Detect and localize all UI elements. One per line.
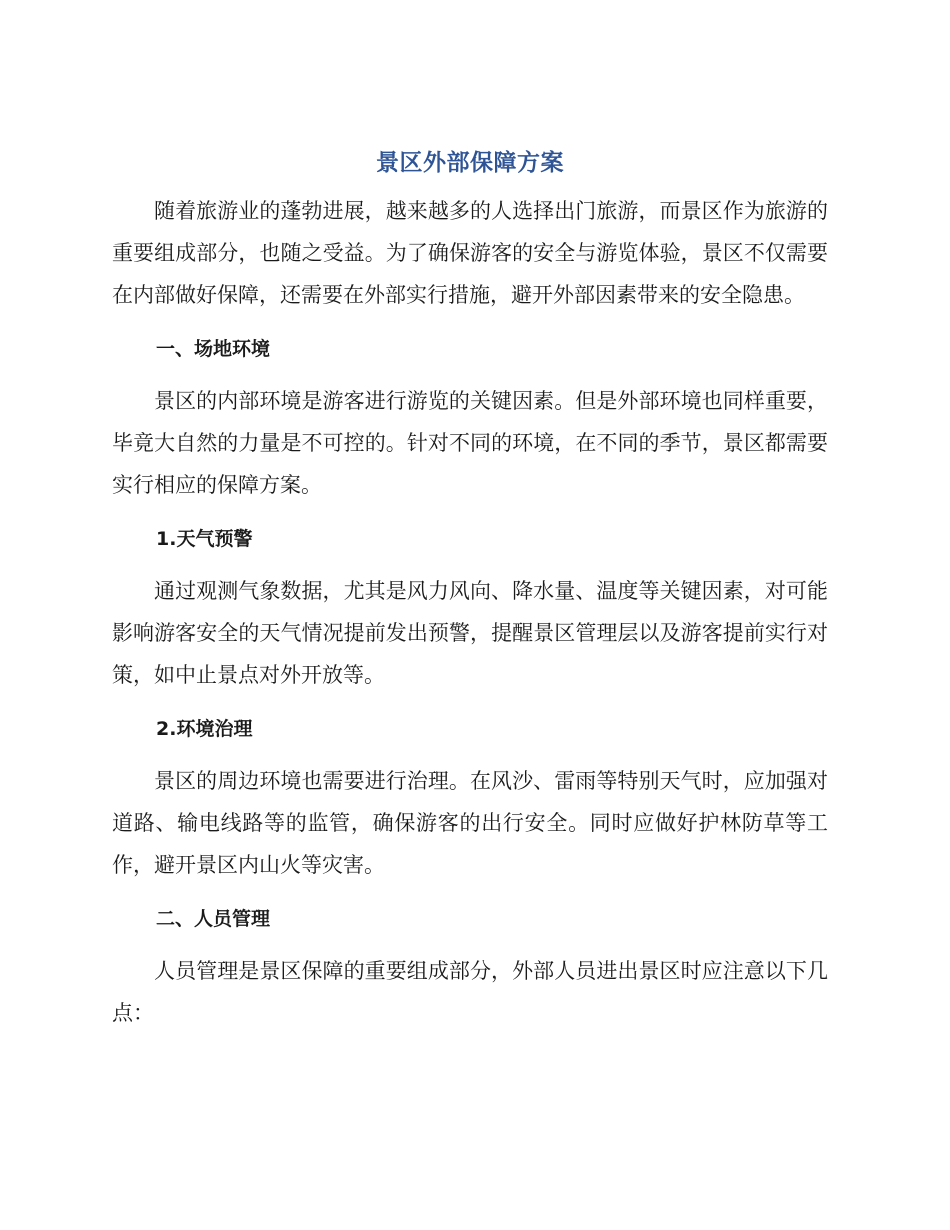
section-heading-site-environment: 一、场地环境 [156,338,271,360]
section-heading-environment-governance: 2.环境治理 [156,718,253,740]
section-paragraph-environment-governance: 景区的周边环境也需要进行治理。在风沙、雷雨等特别天气时，应加强对道路、输电线路等的监管，确保游客的出行安全。同时应做好护林防草等工作，避开景区内山火等灾害。 [112,769,828,877]
document-title: 景区外部保障方案 [376,150,564,176]
document-body [112,143,828,1034]
section-heading-weather-warning: 1.天气预警 [156,528,253,550]
section-paragraph-weather-warning: 通过观测气象数据，尤其是风力风向、降水量、温度等关键因素，对可能影响游客安全的天气情况提前发出预警，提醒景区管理层以及游客提前实行对策，如中止景点对外开放等。 [112,579,828,687]
intro-paragraph: 随着旅游业的蓬勃进展，越来越多的人选择出门旅游，而景区作为旅游的重要组成部分，也随之受益。为了确保游客的安全与游览体验，景区不仅需要在内部做好保障，还需要在外部实行措施，避开外部因素带来的安全隐患。 [112,199,828,307]
section-heading-personnel-management: 二、人员管理 [156,908,271,930]
section-paragraph-site-environment: 景区的内部环境是游客进行游览的关键因素。但是外部环境也同样重要，毕竟大自然的力量是不可控的。针对不同的环境，在不同的季节，景区都需要实行相应的保障方案。 [112,389,828,497]
section-paragraph-personnel-management: 人员管理是景区保障的重要组成部分，外部人员进出景区时应注意以下几点： [112,959,828,1025]
